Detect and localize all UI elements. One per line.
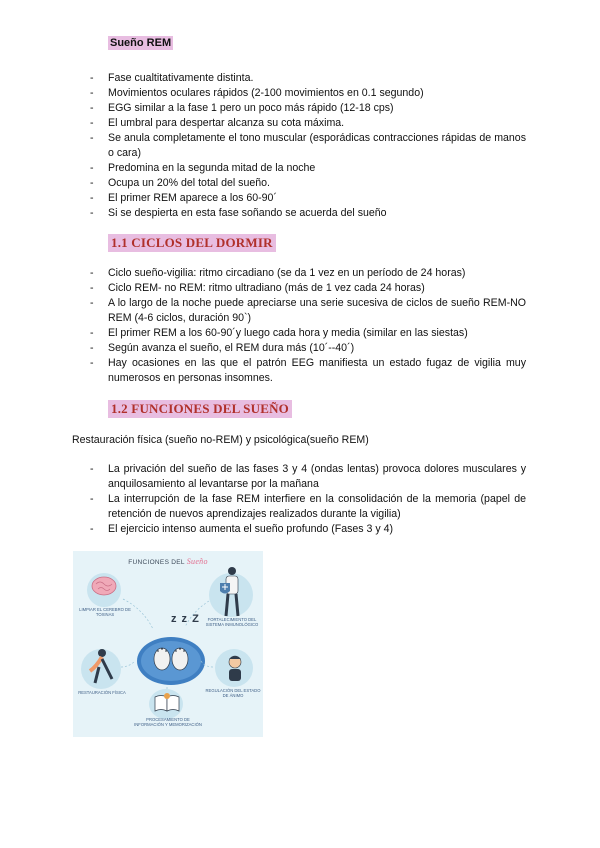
label-regulacion: REGULACIÓN DEL ESTADO DE ÁNIMO [205,688,261,698]
ciclos-list-item: - Ciclo sueño-vigilia: ritmo circadiano (se da 1 vez en un período de 24 horas) [90,266,526,281]
label-limpiar: LIMPIAR EL CEREBRO DE TOXINAS [79,607,131,617]
rem-list-item: - Movimientos oculares rápidos (2-100 movimientos en 0.1 segundo) [90,86,526,101]
rem-list-item: - Fase cualtitativamente distinta. [90,71,526,86]
connector-lines [73,551,263,737]
infographic-title-script: Sueño [186,557,208,566]
rem-list-item: - El primer REM aparece a los 60-90´ [90,191,526,206]
ciclos-list-item: - El primer REM a los 60-90´y luego cada hora y media (similar en las siestas) [90,326,526,341]
funciones-infographic [73,551,263,737]
ciclos-list-item: - Según avanza el sueño, el REM dura más (10´--40´) [90,341,526,356]
label-restauracion: RESTAURACIÓN FÍSICA [78,690,126,695]
funciones-heading: 1.2 FUNCIONES DEL SUEÑO [108,400,292,418]
ciclos-list-item: - Ciclo REM- no REM: ritmo ultradiano (más de 1 vez cada 24 horas) [90,281,526,296]
ciclos-list [90,266,526,386]
rem-list-item: - Si se despierta en esta fase soñando se acuerda del sueño [90,206,526,221]
label-fortalecimiento: FORTALECIMIENTO DEL SISTEMA INMUNOLÓGICO [205,617,259,627]
rem-list-item: - Se anula completamente el tono muscular (esporádicas contracciones rápidas de manos o cara) [90,131,526,161]
ciclos-list-item: - Hay ocasiones en las que el patrón EEG manifiesta un estado fugaz de vigilia muy numerosos en personas insomnes. [90,356,526,386]
ciclos-list-item: - A lo largo de la noche puede apreciarse una serie sucesiva de ciclos de sueño REM-NO REM (4-6 ciclos, duración 90`) [90,296,526,326]
zzz-text: z z Z [171,613,200,625]
funciones-list-item: - La privación del sueño de las fases 3 y 4 (ondas lentas) provoca dolores musculares y anquilosamiento al levantarse por la mañana [90,462,526,492]
label-procesamiento: PROCESAMIENTO DE INFORMACIÓN Y MEMORIZACIÓN [134,717,202,727]
rem-list [90,71,526,221]
funciones-list-item: - El ejercicio intenso aumenta el sueño profundo (Fases 3 y 4) [90,522,526,537]
rem-list-item: - Ocupa un 20% del total del sueño. [90,176,526,191]
rem-title: Sueño REM [110,37,172,49]
rem-list-item: - El umbral para despertar alcanza su cota máxima. [90,116,526,131]
funciones-list [90,462,526,537]
rem-list-item: - Predomina en la segunda mitad de la noche [90,161,526,176]
funciones-intro: Restauración física (sueño no-REM) y psicológica(sueño REM) [72,434,369,446]
ciclos-heading: 1.1 CICLOS DEL DORMIR [108,234,276,252]
rem-list-item: - EGG similar a la fase 1 pero un poco más rápido (12-18 cps) [90,101,526,116]
funciones-list-item: - La interrupción de la fase REM interfiere en la consolidación de la memoria (papel de retención de nuevos aprendizajes realizados durante la vigilia) [90,492,526,522]
infographic-title-prefix: FUNCIONES DEL [128,559,185,566]
